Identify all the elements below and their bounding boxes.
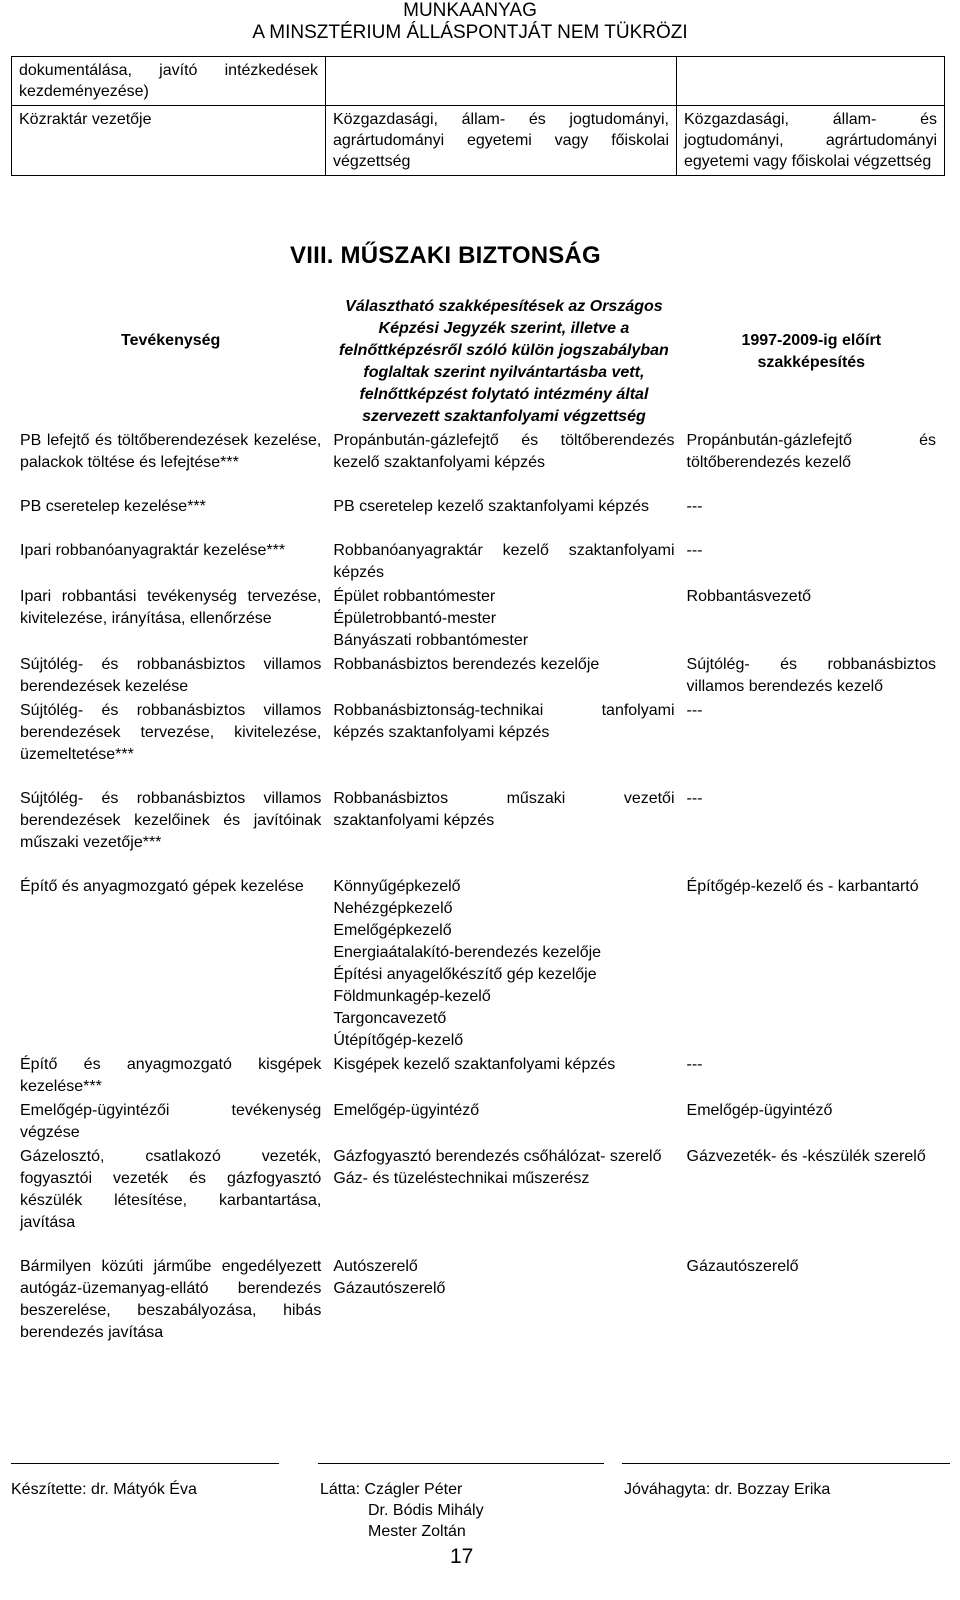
activity-cell: Gázelosztó, csatlakozó vezeték, fogyasztói vezeték és gázfogyasztó készülék létesítése, karbantartása, javítása [20, 1148, 322, 1231]
qualification-item: Energiaátalakító-berendezés kezelője [333, 944, 602, 961]
qualification-cell [327, 1100, 680, 1146]
qualification-item: Bányászati robbantómester [333, 632, 529, 649]
table-row [14, 430, 942, 496]
table-cell [677, 57, 945, 106]
qualification-item: Targoncavezető [333, 1010, 447, 1027]
table-cell [326, 57, 677, 106]
reviewed-by-3: Mester Zoltán [368, 1523, 466, 1540]
table-cell: dokumentálása, javító intézkedések kezdeményezése) [12, 57, 326, 106]
qualification-cell [327, 654, 680, 700]
qualification-cell [327, 1054, 680, 1100]
activity-cell: Sújtólég- és robbanásbiztos villamos berendezések kezelése [20, 656, 322, 695]
activity-cell: Építő és anyagmozgató kisgépek kezelése*** [20, 1056, 322, 1095]
main-table [14, 296, 942, 1364]
column-header-qualifications: Választható szakképesítések az Országos Képzési Jegyzék szerint, illetve a felnőttképzésről szóló külön jogszabályban foglaltak szerint nyilvántartásba vett, felnőttképzést folytató intézmény által szervezett szaktanfolyami végzettség [339, 298, 669, 425]
qualification-cell [327, 876, 680, 1054]
qualification-item: Robbanásbiztos műszaki vezetői szaktanfolyami képzés [333, 790, 675, 829]
activity-cell: Bármilyen közúti járműbe engedélyezett autógáz-üzemanyag-ellátó berendezés beszerelése, beszabályozása, hibás berendezés javítása [20, 1258, 322, 1341]
table-row [14, 496, 942, 540]
top-table [11, 56, 945, 176]
previous-qualification-cell: --- [686, 790, 703, 807]
previous-qualification-cell: --- [686, 1056, 703, 1073]
signature-line [318, 1463, 604, 1464]
qualification-item: Autószerelő [333, 1258, 418, 1275]
previous-qualification-cell: Építőgép-kezelő és - karbantartó [686, 878, 919, 895]
activity-cell: Sújtólég- és robbanásbiztos villamos berendezések kezelőinek és javítóinak műszaki vezetője*** [20, 790, 322, 851]
qualification-item: Gáz- és tüzeléstechnikai műszerész [333, 1170, 590, 1187]
qualification-cell [327, 1146, 680, 1256]
table-cell: Közgazdasági, állam- és jogtudományi, agrártudományi egyetemi vagy főiskolai végzettség [326, 106, 677, 176]
table-row [12, 57, 945, 106]
activity-cell: Ipari robbanóanyagraktár kezelése*** [20, 542, 286, 559]
reviewed-by-2: Dr. Bódis Mihály [368, 1502, 484, 1519]
qualification-item: Robbanóanyagraktár kezelő szaktanfolyami képzés [333, 542, 675, 581]
previous-qualification-cell: --- [686, 542, 703, 559]
table-row [14, 1054, 942, 1100]
qualification-cell [327, 496, 680, 540]
document-header [215, 0, 725, 44]
table-header-row [14, 296, 942, 430]
qualification-item: Robbanásbiztos berendezés kezelője [333, 656, 600, 673]
table-row [14, 1100, 942, 1146]
qualification-item: Gázfogyasztó berendezés csőhálózat- szerelő [333, 1148, 662, 1165]
signature-line [622, 1463, 950, 1464]
qualification-item: Robbanásbiztonság-technikai tanfolyami képzés szaktanfolyami képzés [333, 702, 675, 741]
previous-qualification-cell: Gázvezeték- és -készülék szerelő [686, 1148, 926, 1165]
column-header-previous-qualification: 1997-2009-ig előírt szakképesítés [741, 332, 882, 371]
qualification-item: Könnyűgépkezelő [333, 878, 461, 895]
table-row [14, 586, 942, 654]
table-row [14, 1146, 942, 1256]
approved-by: Jóváhagyta: dr. Bozzay Erika [624, 1481, 831, 1498]
qualification-item: Építési anyagelőkészítő gép kezelője [333, 966, 597, 983]
table-row [14, 1256, 942, 1364]
previous-qualification-cell: Emelőgép-ügyintéző [686, 1102, 833, 1119]
column-header-activity: Tevékenység [121, 332, 221, 349]
header-line-1: MUNKAANYAG [403, 0, 537, 21]
previous-qualification-cell: Robbantásvezető [686, 588, 812, 605]
qualification-item: Propánbután-gázlefejtő és töltőberendezés kezelő szaktanfolyami képzés [333, 432, 675, 471]
qualification-item: PB cseretelep kezelő szaktanfolyami képzés [333, 498, 650, 515]
qualification-cell [327, 1256, 680, 1364]
qualification-item: Földmunkagép-kezelő [333, 988, 491, 1005]
qualification-item: Emelőgépkezelő [333, 922, 452, 939]
activity-cell: Építő és anyagmozgató gépek kezelése [20, 878, 304, 895]
previous-qualification-cell: --- [686, 702, 703, 719]
table-row [14, 540, 942, 586]
activity-cell: Sújtólég- és robbanásbiztos villamos berendezések tervezése, kivitelezése, üzemeltetése*** [20, 702, 322, 763]
qualification-cell [327, 430, 680, 496]
table-row [14, 700, 942, 788]
page-number: 17 [450, 1545, 474, 1568]
qualification-cell [327, 700, 680, 788]
qualification-item: Nehézgépkezelő [333, 900, 453, 917]
previous-qualification-cell: Gázautószerelő [686, 1258, 799, 1275]
activity-cell: Ipari robbantási tevékenység tervezése, kivitelezése, irányítása, ellenőrzése [20, 588, 322, 627]
table-row [14, 788, 942, 876]
table-row [14, 876, 942, 1054]
table-row [14, 654, 942, 700]
header-line-2: A MINSZTÉRIUM ÁLLÁSPONTJÁT NEM TÜKRÖZI [252, 22, 688, 43]
previous-qualification-cell: --- [686, 498, 703, 515]
signature-line [11, 1463, 279, 1464]
qualification-item: Épület robbantómester [333, 588, 496, 605]
previous-qualification-cell: Sújtólég- és robbanásbiztos villamos berendezés kezelő [686, 656, 936, 695]
qualification-cell [327, 788, 680, 876]
section-title: VIII. MŰSZAKI BIZTONSÁG [290, 242, 601, 269]
qualification-item: Útépítőgép-kezelő [333, 1032, 464, 1049]
activity-cell: Emelőgép-ügyintézői tevékenység végzése [20, 1102, 322, 1141]
reviewed-by-1: Látta: Czágler Péter [320, 1481, 463, 1498]
qualification-item: Emelőgép-ügyintéző [333, 1102, 480, 1119]
qualification-item: Gázautószerelő [333, 1280, 446, 1297]
activity-cell: PB lefejtő és töltőberendezések kezelése, palackok töltése és lefejtése*** [20, 432, 322, 471]
previous-qualification-cell: Propánbután-gázlefejtő és töltőberendezés kezelő [686, 432, 936, 471]
qualification-item: Épületrobbantó-mester [333, 610, 497, 627]
qualification-cell [327, 586, 680, 654]
activity-cell: PB cseretelep kezelése*** [20, 498, 206, 515]
qualification-item: Kisgépek kezelő szaktanfolyami képzés [333, 1056, 616, 1073]
reviewed-by [320, 1479, 484, 1542]
qualification-cell [327, 540, 680, 586]
table-cell: Közgazdasági, állam- és jogtudományi, agrártudományi egyetemi vagy főiskolai végzettség [677, 106, 945, 176]
table-row [12, 106, 945, 176]
table-cell: Közraktár vezetője [12, 106, 326, 176]
prepared-by: Készítette: dr. Mátyók Éva [11, 1481, 197, 1498]
